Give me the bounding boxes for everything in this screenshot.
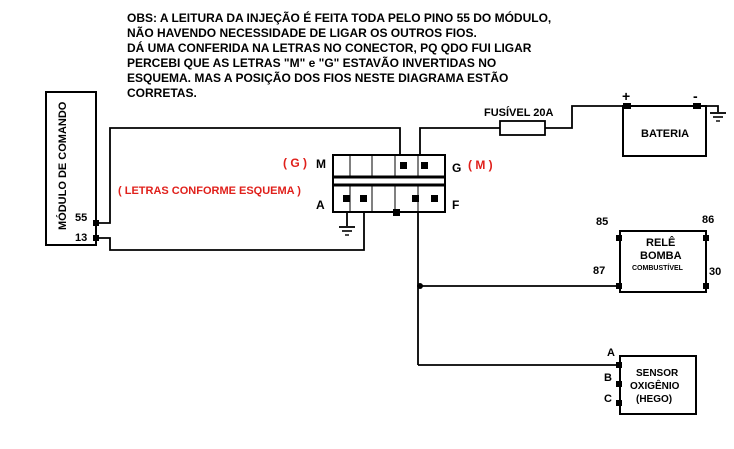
battery-ground-icon — [710, 113, 726, 121]
connector-pin — [360, 195, 367, 202]
sensor-pin-b-terminal — [616, 381, 622, 387]
note-block — [127, 10, 551, 100]
relay-label-3: COMBUSTÍVEL — [632, 265, 683, 272]
sensor-label-2: OXIGÊNIO — [630, 381, 680, 392]
relay-pin-85-terminal — [616, 235, 622, 241]
fuse-body — [500, 121, 545, 135]
wire-connector-to-fuse — [420, 128, 500, 155]
control-module-box — [46, 92, 96, 245]
module-pin-13-label: 13 — [75, 232, 88, 244]
sensor-pin-c-terminal — [616, 400, 622, 406]
sensor-label-3: (HEGO) — [636, 394, 673, 405]
relay-pin-30-terminal — [703, 283, 709, 289]
battery-plus-label: + — [622, 88, 631, 104]
fuse-label: FUSÍVEL 20A — [484, 107, 554, 119]
battery-label: BATERIA — [641, 128, 690, 140]
sensor-pin-b-label: B — [604, 372, 612, 384]
module-pin-55-label: 55 — [75, 212, 88, 224]
junction-dot — [417, 283, 423, 289]
fuse — [484, 106, 554, 135]
connector-label-g-alt: ( M ) — [468, 158, 493, 172]
relay-pin-86-terminal — [703, 235, 709, 241]
connector-key — [393, 209, 400, 216]
relay-pin-87-terminal — [616, 283, 622, 289]
sensor-pin-a-terminal — [616, 362, 622, 368]
relay-label-2: BOMBA — [640, 250, 682, 262]
relay-pin-87-label: 87 — [593, 265, 606, 277]
relay-pin-30-label: 30 — [709, 266, 722, 278]
connector — [118, 155, 493, 216]
connector-label-f: F — [452, 198, 460, 212]
connector-pin — [400, 162, 407, 169]
relay-pin-86-label: 86 — [702, 214, 715, 226]
module-pin-55-terminal — [93, 220, 99, 226]
control-module — [46, 92, 99, 245]
wire-fuse-to-battery — [545, 106, 627, 128]
connector-pin — [421, 162, 428, 169]
note-line-6: CORRETAS. — [127, 86, 197, 100]
connector-pin — [343, 195, 350, 202]
note-line-5: ESQUEMA. MAS A POSIÇÃO DOS FIOS NESTE DIAGRAMA ESTÃO — [127, 71, 509, 85]
connector-label-m: M — [316, 157, 326, 171]
note-line-4: PERCEBI QUE AS LETRAS "M" e "G" ESTAVÃO INVERTIDAS NO — [127, 56, 497, 70]
battery — [622, 88, 706, 156]
relay-label-1: RELÊ — [646, 237, 676, 249]
connector-label-g: G — [452, 161, 462, 175]
sensor-pin-c-label: C — [604, 393, 612, 405]
connector-caption: ( LETRAS CONFORME ESQUEMA ) — [118, 185, 301, 197]
fuel-pump-relay — [593, 214, 721, 292]
connector-pin — [412, 195, 419, 202]
module-pin-13-terminal — [93, 235, 99, 241]
note-line-3: DÁ UMA CONFERIDA NA LETRAS NO CONECTOR, PQ QDO FUI LIGAR — [127, 41, 532, 55]
battery-minus-label: - — [693, 88, 698, 104]
sensor-pin-a-label: A — [607, 347, 615, 359]
relay-pin-85-label: 85 — [596, 216, 609, 228]
connector-pin — [431, 195, 438, 202]
connector-label-a: A — [316, 198, 325, 212]
note-line-2: NÃO HAVENDO NECESSIDADE DE LIGAR OS OUTROS FIOS. — [127, 26, 477, 40]
sensor-label-1: SENSOR — [636, 368, 679, 379]
connector-label-m-alt: ( G ) — [283, 156, 307, 170]
control-module-label: MÓDULO DE COMANDO — [57, 101, 69, 230]
oxygen-sensor — [604, 347, 696, 414]
note-line-1: OBS: A LEITURA DA INJEÇÃO É FEITA TODA PELO PINO 55 DO MÓDULO, — [127, 11, 552, 25]
ground-icon — [339, 227, 355, 235]
